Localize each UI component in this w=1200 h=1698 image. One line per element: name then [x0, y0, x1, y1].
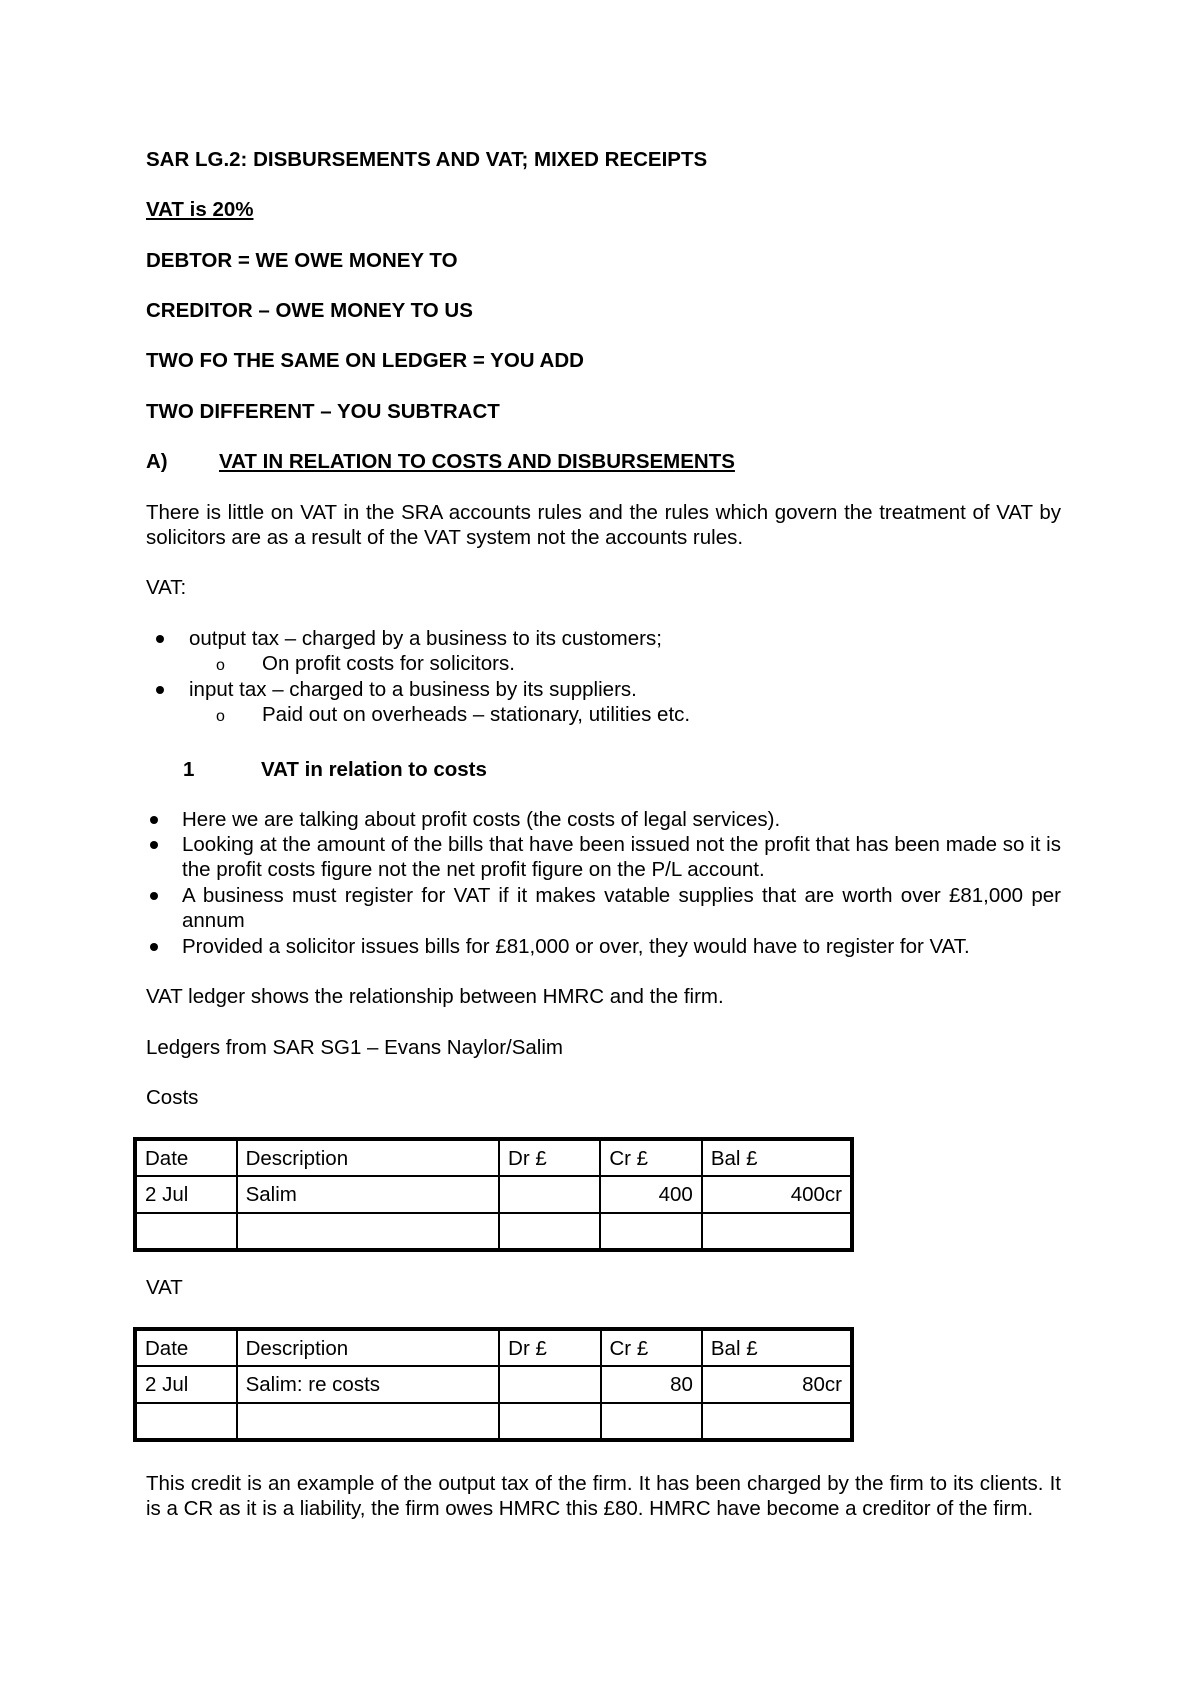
table-cell: Salim — [237, 1176, 499, 1213]
table-row — [135, 1176, 852, 1213]
column-header: Bal £ — [702, 1329, 852, 1366]
table-cell — [601, 1403, 702, 1440]
note-debtor: DEBTOR = WE OWE MONEY TO — [146, 249, 458, 272]
sub-list-item — [216, 702, 1061, 727]
bullet-icon — [150, 892, 158, 900]
list-item — [146, 934, 1061, 959]
circle-bullet-icon: o — [216, 708, 225, 725]
column-header: Dr £ — [499, 1329, 600, 1366]
table-cell: 80cr — [702, 1366, 852, 1403]
bullet-icon — [156, 686, 164, 694]
list-item — [146, 677, 1061, 702]
table-cell — [237, 1403, 500, 1440]
table-cell: 2 Jul — [135, 1176, 237, 1213]
column-header: Description — [237, 1329, 500, 1366]
table-cell — [499, 1366, 600, 1403]
table-header-row — [135, 1139, 852, 1176]
column-header: Date — [135, 1329, 237, 1366]
bullet-icon — [150, 841, 158, 849]
column-header: Bal £ — [702, 1139, 852, 1176]
table-header-row — [135, 1329, 852, 1366]
list-item — [146, 832, 1061, 882]
table-cell — [600, 1213, 701, 1250]
section-a-letter: A) — [146, 450, 168, 473]
intro-paragraph: There is little on VAT in the SRA accounts rules and the rules which govern the treatment of VAT by solicitors are as a result of the VAT system not the accounts rules. — [146, 501, 1061, 549]
list-item-text: output tax – charged by a business to its customers; — [189, 627, 662, 650]
costs-label: Costs — [146, 1086, 199, 1109]
list-item-text: Looking at the amount of the bills that have been issued not the profit that has been made so it is the profit costs figure not the net profit figure on the P/L account. — [182, 833, 1061, 881]
table-cell: 400 — [600, 1176, 701, 1213]
vat-rate-line — [146, 197, 1061, 222]
table-cell — [702, 1403, 852, 1440]
vat-table-label: VAT — [146, 1276, 183, 1299]
vat-ledger-note: VAT ledger shows the relationship between HMRC and the firm. — [146, 985, 724, 1008]
section-a-heading — [146, 449, 1061, 474]
note-add: TWO FO THE SAME ON LEDGER = YOU ADD — [146, 349, 584, 372]
section-1-number: 1 — [183, 758, 195, 781]
sub-list-item — [216, 651, 1061, 676]
table-cell — [237, 1213, 499, 1250]
vat-ledger-table — [133, 1327, 854, 1442]
table-cell: 2 Jul — [135, 1366, 237, 1403]
list-item — [146, 883, 1061, 933]
document-heading: SAR LG.2: DISBURSEMENTS AND VAT; MIXED RECEIPTS — [146, 148, 708, 171]
sub-list-item-text: Paid out on overheads – stationary, utilities etc. — [262, 703, 691, 726]
sub-list-item-text: On profit costs for solicitors. — [262, 652, 515, 675]
table-cell — [499, 1176, 600, 1213]
column-header: Date — [135, 1139, 237, 1176]
vat-rate-text: VAT is 20% — [146, 198, 254, 221]
table-row — [135, 1403, 852, 1440]
column-header: Cr £ — [601, 1329, 702, 1366]
table-cell: 400cr — [702, 1176, 852, 1213]
vat-label: VAT: — [146, 576, 187, 599]
list-item-text: A business must register for VAT if it makes vatable supplies that are worth over £81,000 per annum — [182, 884, 1061, 932]
note-subtract: TWO DIFFERENT – YOU SUBTRACT — [146, 400, 500, 423]
section-1-heading — [183, 757, 1098, 782]
table-cell — [135, 1213, 237, 1250]
table-cell — [135, 1403, 237, 1440]
list-item-text: Here we are talking about profit costs (the costs of legal services). — [182, 808, 781, 831]
note-creditor: CREDITOR – OWE MONEY TO US — [146, 299, 473, 322]
section-1-title: VAT in relation to costs — [261, 758, 487, 781]
list-item-text: input tax – charged to a business by its suppliers. — [189, 678, 637, 701]
table-row — [135, 1366, 852, 1403]
table-cell — [499, 1213, 600, 1250]
list-item — [146, 626, 1061, 651]
costs-ledger-table — [133, 1137, 854, 1252]
table-cell — [702, 1213, 852, 1250]
bullet-icon — [150, 816, 158, 824]
column-header: Cr £ — [600, 1139, 701, 1176]
list-item-text: Provided a solicitor issues bills for £81,000 or over, they would have to register for VAT. — [182, 935, 970, 958]
column-header: Dr £ — [499, 1139, 600, 1176]
bullet-icon — [156, 635, 164, 643]
table-row — [135, 1213, 852, 1250]
circle-bullet-icon: o — [216, 657, 225, 674]
section-a-title: VAT IN RELATION TO COSTS AND DISBURSEMENTS — [219, 450, 735, 473]
list-item — [146, 807, 1061, 832]
table-cell — [499, 1403, 600, 1440]
bullet-icon — [150, 943, 158, 951]
table-cell: 80 — [601, 1366, 702, 1403]
column-header: Description — [237, 1139, 499, 1176]
table-cell: Salim: re costs — [237, 1366, 500, 1403]
closing-paragraph: This credit is an example of the output tax of the firm. It has been charged by the firm to its clients. It is a CR as it is a liability, the firm owes HMRC this £80. HMRC have become a creditor of the firm. — [146, 1472, 1061, 1520]
ledgers-source: Ledgers from SAR SG1 – Evans Naylor/Salim — [146, 1036, 563, 1059]
